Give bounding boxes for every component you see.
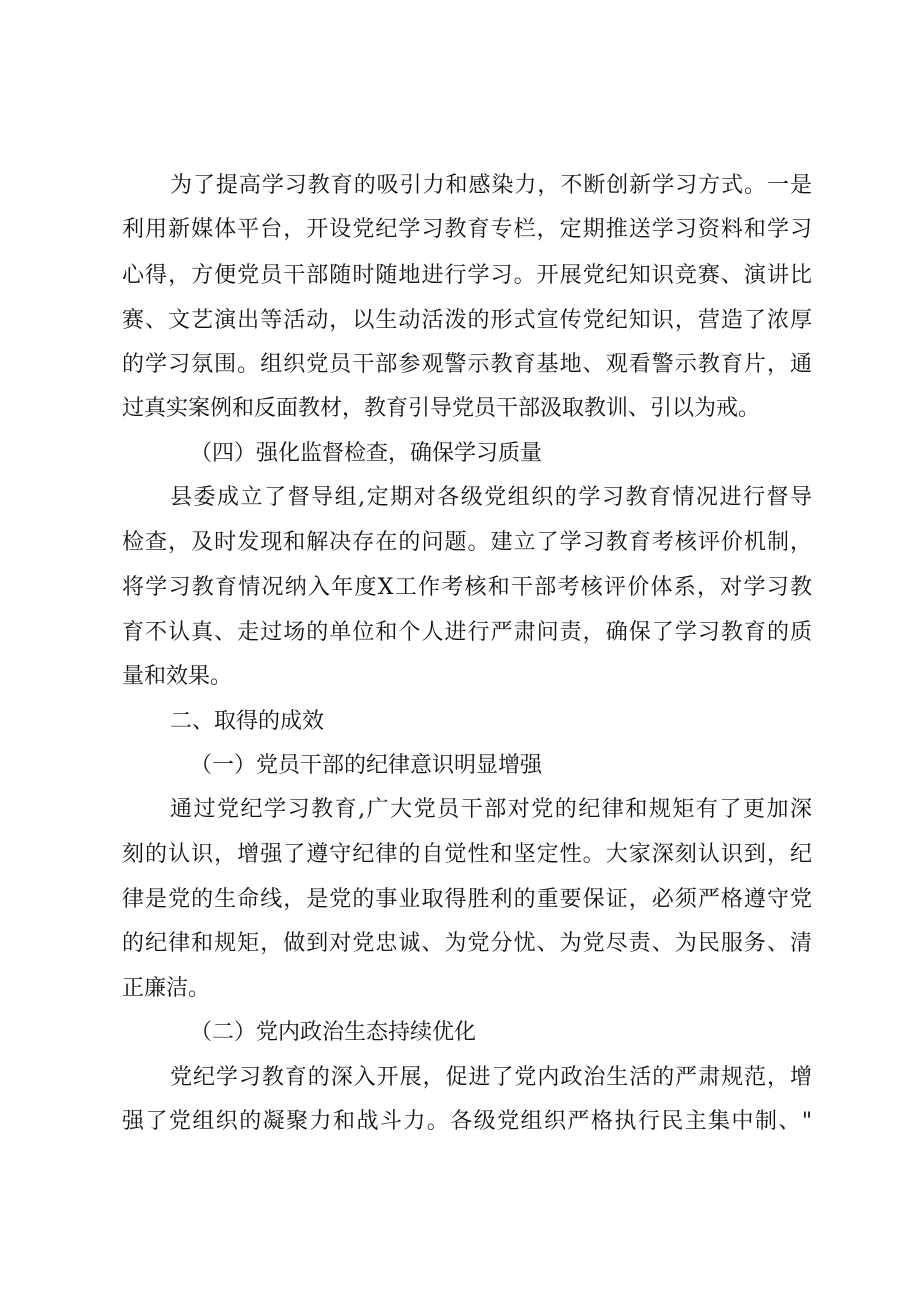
subsection-heading-2-2: （二）党内政治生态持续优化 <box>190 1020 477 1045</box>
paragraph-1-line-3: 心得，方便党员干部随时随地进行学习。开展党纪知识竞赛、演讲比 <box>122 263 812 288</box>
paragraph-3-line-3: 律是党的生命线，是党的事业取得胜利的重要保证，必须严格遵守党 <box>122 887 812 912</box>
paragraph-3-line-2: 刻的认识，增强了遵守纪律的自觉性和坚定性。大家深刻认识到，纪 <box>122 842 812 867</box>
paragraph-2-line-5: 量和效果。 <box>122 664 233 689</box>
subsection-heading-4: （四）强化监督检查，确保学习质量 <box>190 441 543 466</box>
paragraph-1-line-4: 赛、文艺演出等活动，以生动活泼的形式宣传党纪知识，营造了浓厚 <box>122 308 812 333</box>
paragraph-3-line-4: 的纪律和规矩，做到对党忠诚、为党分忧、为党尽责、为民服务、清 <box>122 931 812 956</box>
paragraph-2-line-1: 县委成立了督导组,定期对各级党组织的学习教育情况进行督导 <box>170 485 812 510</box>
paragraph-2-line-4: 育不认真、走过场的单位和个人进行严肃问责，确保了学习教育的质 <box>122 620 812 645</box>
paragraph-3-line-5: 正廉洁。 <box>122 976 211 1001</box>
paragraph-4-line-1: 党纪学习教育的深入开展，促进了党内政治生活的严肃规范，增 <box>170 1065 812 1090</box>
paragraph-2-line-3: 将学习教育情况纳入年度X工作考核和干部考核评价体系，对学习教 <box>122 575 812 600</box>
paragraph-1-line-1: 为了提高学习教育的吸引力和感染力，不断创新学习方式。一是 <box>170 173 812 198</box>
subsection-heading-2-1: （一）党员干部的纪律意识明显增强 <box>190 753 543 778</box>
section-heading-2: 二、取得的成效 <box>170 709 325 734</box>
paragraph-2-line-2: 检查，及时发现和解决存在的问题。建立了学习教育考核评价机制， <box>122 530 812 555</box>
paragraph-1-line-6: 过真实案例和反面教材，教育引导党员干部汲取教训、引以为戒。 <box>122 396 761 421</box>
paragraph-4-line-2: 强了党组织的凝聚力和战斗力。各级党组织严格执行民主集中制、" <box>122 1109 812 1134</box>
paragraph-1-line-2: 利用新媒体平台，开设党纪学习教育专栏，定期推送学习资料和学习 <box>122 217 812 242</box>
paragraph-1-line-5: 的学习氛围。组织党员干部参观警示教育基地、观看警示教育片，通 <box>122 352 812 377</box>
paragraph-3-line-1: 通过党纪学习教育,广大党员干部对党的纪律和规矩有了更加深 <box>170 797 812 822</box>
